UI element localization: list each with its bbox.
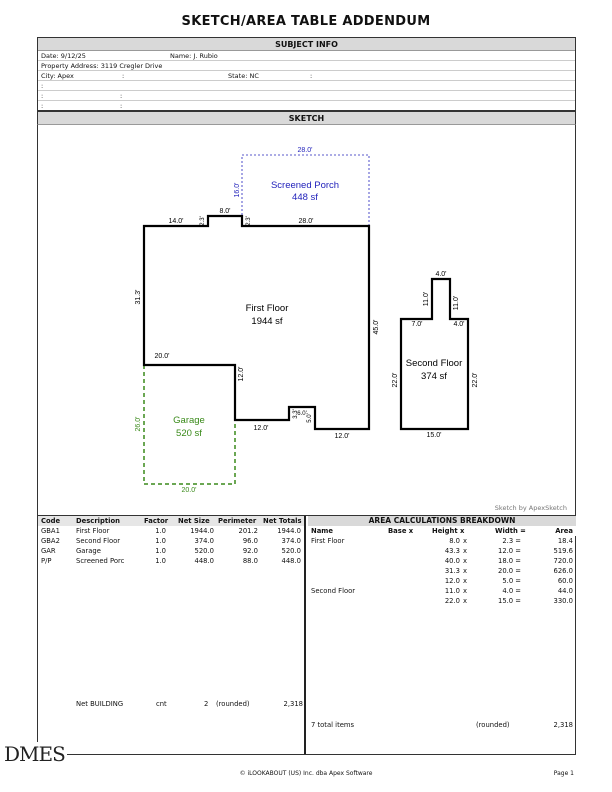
first-floor-name: First Floor xyxy=(245,303,289,314)
dim-label: 16.0' xyxy=(234,182,241,198)
dim-label: 7.0' xyxy=(411,321,423,328)
cell-height: 31.3 xyxy=(444,567,460,575)
info-separator: : xyxy=(41,92,44,100)
table-row xyxy=(38,526,304,536)
table-row xyxy=(308,566,576,576)
table-row xyxy=(308,576,576,586)
cell-code: P/P xyxy=(41,557,52,565)
dim-label: 15.0' xyxy=(426,432,442,439)
copyright-text: © iLOOKABOUT (US) Inc. dba Apex Software xyxy=(239,770,373,777)
column-header: Height x xyxy=(432,527,465,535)
subject-info-header: SUBJECT INFO xyxy=(38,38,575,51)
cell-height: 40.0 xyxy=(444,557,460,565)
cell-area: 519.6 xyxy=(553,547,573,555)
cell-net-totals: 1944.0 xyxy=(277,527,301,535)
column-header: Perimeter xyxy=(218,517,257,525)
dim-label: 12.0' xyxy=(334,433,350,440)
page-number: Page 1 xyxy=(553,770,574,777)
summary-rounded: (rounded) xyxy=(216,700,250,708)
cell-description: First Floor xyxy=(76,527,110,535)
column-header: Area xyxy=(555,527,573,535)
dim-label: 8.0' xyxy=(219,208,231,215)
cell-perimeter: 201.2 xyxy=(238,527,258,535)
info-separator: : xyxy=(120,92,123,100)
summary-rounded: (rounded) xyxy=(476,721,510,729)
sketch-area xyxy=(37,125,576,515)
watermark-logo: DMES xyxy=(4,742,65,766)
info-row-date xyxy=(38,51,575,61)
table-row xyxy=(308,536,576,546)
cell-x: x xyxy=(463,597,468,605)
cell-description: Garage xyxy=(76,547,101,555)
dim-label: 31.3' xyxy=(135,289,142,305)
cell-net-size: 374.0 xyxy=(194,537,214,545)
cell-height: 43.3 xyxy=(444,547,460,555)
cell-area: 720.0 xyxy=(553,557,573,565)
cell-x: x xyxy=(463,537,468,545)
date-field: Date: 9/12/25 xyxy=(41,52,86,60)
dim-label: 4.0' xyxy=(435,271,447,278)
summary-total: 2,318 xyxy=(553,721,573,729)
cell-net-totals: 448.0 xyxy=(281,557,301,565)
cell-height: 11.0 xyxy=(444,587,460,595)
cell-code: GBA2 xyxy=(41,537,60,545)
cell-area: 44.0 xyxy=(557,587,573,595)
dim-label: 28.0' xyxy=(298,218,314,225)
cell-code: GAR xyxy=(41,547,56,555)
state-separator: : xyxy=(310,72,313,80)
cell-x: x xyxy=(463,557,468,565)
dim-label: 11.0' xyxy=(423,291,430,307)
cell-factor: 1.0 xyxy=(155,557,166,565)
dim-label: 4.0' xyxy=(453,321,465,328)
dim-label: 22.0' xyxy=(472,372,479,388)
column-header: Name xyxy=(311,527,333,535)
dim-label: 20.0' xyxy=(154,353,170,360)
dim-label: 2.3' xyxy=(200,216,206,226)
info-row-5 xyxy=(38,91,575,101)
cell-net-size: 520.0 xyxy=(194,547,214,555)
info-row-city xyxy=(38,71,575,81)
area-tables xyxy=(37,515,576,755)
dim-label: 28.0' xyxy=(297,147,313,154)
dim-label: 26.0' xyxy=(135,416,142,432)
column-header: Description xyxy=(76,517,120,525)
dim-label: 5.0' xyxy=(307,413,313,423)
cell-x: x xyxy=(463,547,468,555)
info-separator: : xyxy=(120,102,123,110)
floor-plan-sketch xyxy=(38,125,577,515)
dim-label: 6.0' xyxy=(297,411,307,417)
table-row xyxy=(308,596,576,606)
cell-width: 18.0 = xyxy=(498,557,521,565)
cell-factor: 1.0 xyxy=(155,527,166,535)
cell-x: x xyxy=(463,577,468,585)
cell-factor: 1.0 xyxy=(155,537,166,545)
cell-area: 626.0 xyxy=(553,567,573,575)
cell-name: First Floor xyxy=(311,537,345,545)
summary-cnt-label: cnt xyxy=(156,700,167,708)
dim-label: 2.3' xyxy=(246,216,252,226)
area-breakdown-table xyxy=(308,516,576,754)
cell-width: 5.0 = xyxy=(502,577,521,585)
dim-label: 22.0' xyxy=(392,372,399,388)
cell-net-size: 1944.0 xyxy=(190,527,214,535)
sketch-credit: Sketch by ApexSketch xyxy=(494,504,567,512)
cell-height: 8.0 xyxy=(449,537,460,545)
state-field: State: NC xyxy=(228,72,259,80)
table-header xyxy=(38,516,304,526)
info-row-address xyxy=(38,61,575,71)
dim-label: 12.0' xyxy=(253,425,269,432)
city-separator: : xyxy=(122,72,125,80)
cell-perimeter: 96.0 xyxy=(242,537,258,545)
column-header: Width = xyxy=(495,527,526,535)
porch-size: 448 sf xyxy=(292,192,318,203)
table-row xyxy=(308,586,576,596)
summary-cnt: 2 xyxy=(204,700,209,708)
cell-area: 60.0 xyxy=(557,577,573,585)
second-floor-size: 374 sf xyxy=(421,371,447,382)
table-row xyxy=(38,536,304,546)
table-header xyxy=(308,526,576,536)
cell-net-totals: 520.0 xyxy=(281,547,301,555)
subject-info-section xyxy=(37,37,576,112)
first-floor-size: 1944 sf xyxy=(251,316,283,327)
column-header: Net Size xyxy=(178,517,210,525)
column-header: Net Totals xyxy=(263,517,302,525)
summary-label: 7 total items xyxy=(311,721,355,729)
page-title: SKETCH/AREA TABLE ADDENDUM xyxy=(181,14,431,29)
dim-label: 14.0' xyxy=(168,218,184,225)
cell-x: x xyxy=(463,567,468,575)
cell-width: 4.0 = xyxy=(502,587,521,595)
name-field: Name: J. Rubio xyxy=(170,52,218,60)
porch-name: Screened Porch xyxy=(270,180,340,191)
sketch-header: SKETCH xyxy=(37,112,576,125)
cell-factor: 1.0 xyxy=(155,547,166,555)
cell-perimeter: 88.0 xyxy=(242,557,258,565)
column-header: Base x xyxy=(388,527,414,535)
dim-label: 3.3' xyxy=(293,409,299,419)
cell-description: Second Floor xyxy=(76,537,121,545)
garage-name: Garage xyxy=(173,415,205,426)
column-header: Factor xyxy=(144,517,169,525)
table-row xyxy=(308,546,576,556)
info-separator: : xyxy=(41,102,44,110)
cell-area: 330.0 xyxy=(553,597,573,605)
cell-name: Second Floor xyxy=(311,587,356,595)
table-row xyxy=(308,556,576,566)
cell-width: 12.0 = xyxy=(498,547,521,555)
cell-x: x xyxy=(463,587,468,595)
breakdown-title: AREA CALCULATIONS BREAKDOWN xyxy=(308,516,576,526)
info-row-6 xyxy=(38,101,575,111)
column-header: Code xyxy=(41,517,61,525)
second-floor-name: Second Floor xyxy=(405,358,463,369)
address-field: Property Address: 3119 Cregler Drive xyxy=(41,62,163,70)
dim-label: 11.0' xyxy=(453,295,460,311)
cell-code: GBA1 xyxy=(41,527,60,535)
summary-label: Net BUILDING xyxy=(76,700,124,708)
cell-net-size: 448.0 xyxy=(194,557,214,565)
cell-height: 12.0 xyxy=(444,577,460,585)
cell-width: 15.0 = xyxy=(498,597,521,605)
info-row-4 xyxy=(38,81,575,91)
cell-perimeter: 92.0 xyxy=(242,547,258,555)
dim-label: 45.0' xyxy=(373,319,380,335)
dim-label: 12.0' xyxy=(238,366,245,382)
cell-description: Screened Porc xyxy=(76,557,125,565)
summary-total: 2,318 xyxy=(283,700,303,708)
area-summary-table xyxy=(38,516,306,754)
breakdown-summary xyxy=(308,720,576,730)
table-row xyxy=(38,546,304,556)
dim-label: 20.0' xyxy=(181,487,197,494)
city-field: City: Apex xyxy=(41,72,74,80)
cell-width: 20.0 = xyxy=(498,567,521,575)
cell-width: 2.3 = xyxy=(502,537,521,545)
cell-height: 22.0 xyxy=(444,597,460,605)
cell-area: 18.4 xyxy=(557,537,573,545)
garage-size: 520 sf xyxy=(176,428,202,439)
info-separator: : xyxy=(41,82,44,90)
net-building-summary xyxy=(38,699,306,709)
cell-net-totals: 374.0 xyxy=(281,537,301,545)
table-row xyxy=(38,556,304,566)
